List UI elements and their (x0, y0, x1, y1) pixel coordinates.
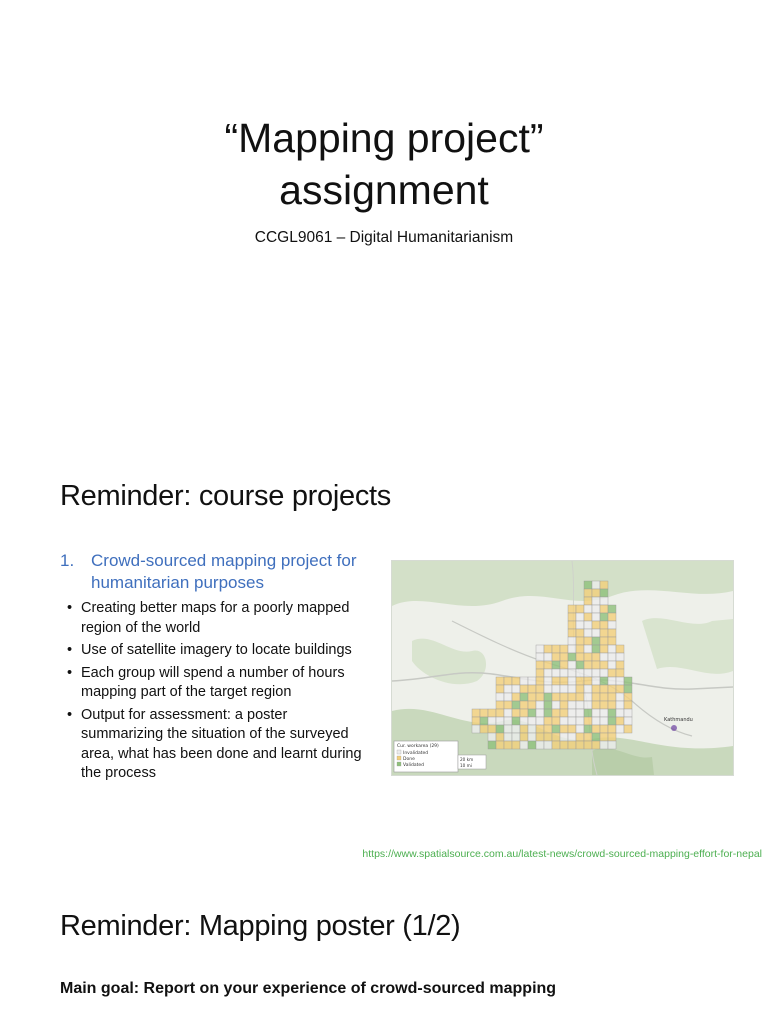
map-task-cell (520, 709, 528, 717)
map-task-cell (536, 717, 544, 725)
map-task-cell (496, 693, 504, 701)
map-task-cell (600, 701, 608, 709)
map-legend-item: Validated (403, 763, 424, 768)
bullet-text: Use of satellite imagery to locate buildings (81, 642, 352, 658)
map-task-cell (528, 717, 536, 725)
map-task-cell (504, 709, 512, 717)
map-city-label: Kathmandu (664, 717, 693, 723)
map-task-cell (624, 709, 632, 717)
map-task-cell (552, 741, 560, 749)
map-task-cell (504, 685, 512, 693)
map-task-cell (576, 653, 584, 661)
map-task-cell (584, 669, 592, 677)
map-task-cell (560, 693, 568, 701)
map-task-cell (504, 725, 512, 733)
map-task-cell (544, 653, 552, 661)
map-task-cell (616, 653, 624, 661)
map-task-cell (600, 741, 608, 749)
map-task-cell (592, 677, 600, 685)
bullet-text: Creating better maps for a poorly mapped region of the world (81, 600, 350, 636)
map-task-cell (592, 725, 600, 733)
map-task-cell (592, 597, 600, 605)
map-task-cell (488, 741, 496, 749)
map-task-cell (608, 693, 616, 701)
map-task-cell (608, 669, 616, 677)
map-task-cell (504, 741, 512, 749)
map-task-cell (520, 717, 528, 725)
map-task-cell (608, 613, 616, 621)
map-task-cell (472, 725, 480, 733)
map-task-cell (568, 677, 576, 685)
map-task-cell (592, 685, 600, 693)
map-task-cell (496, 685, 504, 693)
map-task-cell (552, 653, 560, 661)
map-task-cell (536, 733, 544, 741)
map-task-cell (592, 693, 600, 701)
map-task-cell (544, 685, 552, 693)
bullet-icon: • (67, 706, 73, 723)
map-task-cell (592, 637, 600, 645)
map-task-cell (496, 725, 504, 733)
map-task-cell (552, 669, 560, 677)
map-task-cell (544, 717, 552, 725)
map-task-cell (488, 733, 496, 741)
map-task-cell (592, 589, 600, 597)
map-scale-mi: 10 mi (460, 763, 472, 768)
map-task-cell (560, 685, 568, 693)
map-task-cell (576, 685, 584, 693)
map-task-cell (600, 653, 608, 661)
map-task-cell (592, 733, 600, 741)
map-task-cell (592, 613, 600, 621)
map-task-cell (576, 693, 584, 701)
map-task-cell (512, 677, 520, 685)
bullet-text: Each group will spend a number of hours mapping part of the target region (81, 664, 345, 700)
map-task-cell (568, 717, 576, 725)
map-task-cell (504, 733, 512, 741)
map-task-cell (568, 629, 576, 637)
map-task-cell (584, 589, 592, 597)
map-task-cell (520, 693, 528, 701)
map-task-cell (592, 709, 600, 717)
item-title: Crowd-sourced mapping project for humanitarian purposes (91, 551, 357, 592)
map-task-cell (576, 677, 584, 685)
map-task-cell (504, 677, 512, 685)
map-task-cell (568, 725, 576, 733)
map-task-cell (624, 677, 632, 685)
map-task-cell (616, 717, 624, 725)
map-task-cell (568, 621, 576, 629)
map-task-cell (504, 693, 512, 701)
slide-heading: Reminder: Mapping poster (1/2) (60, 910, 461, 942)
map-task-cell (576, 701, 584, 709)
map-task-cell (552, 717, 560, 725)
map-task-cell (488, 725, 496, 733)
map-task-cell (600, 589, 608, 597)
map-task-cell (560, 701, 568, 709)
map-task-cell (552, 701, 560, 709)
map-task-cell (544, 661, 552, 669)
map-task-cell (536, 677, 544, 685)
map-task-cell (560, 709, 568, 717)
map-task-cell (584, 645, 592, 653)
map-task-cell (504, 717, 512, 725)
map-task-cell (568, 645, 576, 653)
map-task-cell (536, 661, 544, 669)
map-task-cell (544, 733, 552, 741)
map-task-cell (624, 685, 632, 693)
course-projects-slide (0, 440, 768, 870)
map-task-cell (576, 645, 584, 653)
map-task-cell (584, 677, 592, 685)
map-task-cell (576, 709, 584, 717)
map-task-cell (496, 701, 504, 709)
map-task-cell (520, 725, 528, 733)
map-task-cell (584, 717, 592, 725)
map-task-cell (560, 661, 568, 669)
map-task-cell (608, 733, 616, 741)
map-task-cell (576, 621, 584, 629)
map-task-cell (576, 613, 584, 621)
map-task-cell (512, 685, 520, 693)
map-task-cell (568, 733, 576, 741)
map-task-cell (512, 717, 520, 725)
map-task-cell (592, 661, 600, 669)
map-task-cell (584, 653, 592, 661)
map-task-cell (616, 709, 624, 717)
map-task-cell (600, 621, 608, 629)
map-task-cell (528, 725, 536, 733)
map-task-cell (568, 613, 576, 621)
map-task-cell (576, 717, 584, 725)
map-task-cell (568, 661, 576, 669)
map-task-cell (592, 717, 600, 725)
bullet-item (67, 599, 372, 638)
map-task-cell (472, 709, 480, 717)
map-task-cell (616, 645, 624, 653)
map-task-cell (600, 685, 608, 693)
map-task-cell (584, 637, 592, 645)
map-task-cell (584, 629, 592, 637)
map-task-cell (576, 741, 584, 749)
map-scale-km: 20 km (460, 757, 474, 762)
map-task-cell (616, 677, 624, 685)
map-task-cell (560, 677, 568, 685)
map-task-cell (512, 741, 520, 749)
map-task-cell (480, 709, 488, 717)
map-task-cell (528, 693, 536, 701)
map-task-cell (552, 677, 560, 685)
map-task-cell (592, 645, 600, 653)
map-task-cell (480, 725, 488, 733)
slide-heading: Reminder: course projects (60, 480, 391, 512)
map-task-cell (584, 725, 592, 733)
map-task-cell (600, 629, 608, 637)
map-task-cell (512, 701, 520, 709)
map-task-cell (504, 701, 512, 709)
map-task-cell (568, 669, 576, 677)
map-task-cell (608, 661, 616, 669)
map-task-cell (600, 693, 608, 701)
map-task-cell (552, 661, 560, 669)
map-task-cell (592, 653, 600, 661)
map-task-cell (480, 717, 488, 725)
map-task-cell (560, 645, 568, 653)
map-task-cell (584, 685, 592, 693)
slide-title-line1: “Mapping project” (224, 115, 544, 161)
map-task-cell (624, 693, 632, 701)
bullet-text: Output for assessment: a poster summarizing the situation of the surveyed area, what has been done and learnt during the process (81, 706, 362, 781)
map-task-cell (536, 645, 544, 653)
bullet-list (67, 599, 372, 787)
map-task-cell (544, 677, 552, 685)
bullet-item (67, 664, 372, 703)
map-task-cell (592, 629, 600, 637)
map-task-cell (560, 733, 568, 741)
map-task-cell (624, 725, 632, 733)
map-task-cell (600, 613, 608, 621)
map-task-cell (624, 701, 632, 709)
map-task-cell (584, 661, 592, 669)
map-task-cell (608, 685, 616, 693)
map-task-cell (568, 637, 576, 645)
map-task-cell (552, 709, 560, 717)
map-task-cell (584, 613, 592, 621)
map-task-cell (512, 693, 520, 701)
map-task-cell (488, 717, 496, 725)
bullet-icon: • (67, 642, 73, 658)
map-task-cell (528, 741, 536, 749)
map-task-cell (496, 741, 504, 749)
map-task-cell (600, 717, 608, 725)
map-task-cell (576, 725, 584, 733)
map-task-cell (600, 597, 608, 605)
map-task-cell (608, 677, 616, 685)
bullet-item (67, 706, 372, 784)
map-task-cell (600, 709, 608, 717)
map-task-cell (616, 701, 624, 709)
map-task-cell (600, 733, 608, 741)
main-goal-text: Main goal: Report on your experience of crowd-sourced mapping (60, 980, 557, 997)
map-task-cell (488, 709, 496, 717)
map-task-cell (552, 645, 560, 653)
map-task-cell (552, 693, 560, 701)
map-task-cell (576, 637, 584, 645)
map-task-cell (536, 701, 544, 709)
map-task-cell (600, 725, 608, 733)
map-task-cell (512, 709, 520, 717)
map-task-cell (520, 677, 528, 685)
map-task-cell (544, 693, 552, 701)
map-task-cell (544, 669, 552, 677)
map-task-cell (560, 725, 568, 733)
map-task-cell (520, 701, 528, 709)
slide-title (0, 112, 768, 216)
map-task-cell (560, 717, 568, 725)
map-task-cell (528, 677, 536, 685)
map-task-cell (520, 741, 528, 749)
map-task-cell (584, 741, 592, 749)
map-task-cell (592, 701, 600, 709)
map-task-cell (568, 741, 576, 749)
map-task-cell (472, 717, 480, 725)
map-task-cell (608, 637, 616, 645)
map-task-cell (616, 669, 624, 677)
map-task-cell (608, 741, 616, 749)
map-task-cell (512, 725, 520, 733)
map-task-cell (568, 653, 576, 661)
map-task-cell (600, 677, 608, 685)
map-task-cell (528, 733, 536, 741)
map-task-cell (584, 733, 592, 741)
map-task-cell (576, 733, 584, 741)
bullet-icon: • (67, 600, 73, 616)
map-task-cell (608, 653, 616, 661)
slide-subtitle: CCGL9061 – Digital Humanitarianism (254, 229, 514, 246)
map-task-cell (560, 669, 568, 677)
map-task-cell (536, 669, 544, 677)
map-task-cell (608, 717, 616, 725)
map-task-cell (576, 669, 584, 677)
bullet-icon: • (67, 664, 73, 681)
map-task-cell (576, 605, 584, 613)
item-number: 1. (60, 551, 75, 570)
map-task-cell (544, 701, 552, 709)
slide-title-line2: assignment (279, 167, 489, 213)
map-task-cell (544, 725, 552, 733)
map-task-cell (520, 685, 528, 693)
map-task-cell (560, 741, 568, 749)
map-task-cell (616, 685, 624, 693)
map-task-cell (568, 685, 576, 693)
map-task-cell (608, 645, 616, 653)
map-task-cell (576, 629, 584, 637)
map-task-cell (568, 709, 576, 717)
map-task-cell (584, 701, 592, 709)
source-link[interactable]: https://www.spatialsource.com.au/latest-news/crowd-sourced-mapping-effort-for-nepal (362, 848, 762, 860)
map-task-cell (616, 725, 624, 733)
map-task-cell (520, 733, 528, 741)
map-task-cell (600, 661, 608, 669)
mapping-poster-slide (0, 880, 768, 1024)
title-slide (0, 0, 768, 440)
map-task-cell (496, 717, 504, 725)
map-task-cell (496, 677, 504, 685)
map-task-cell (536, 741, 544, 749)
map-task-cell (600, 637, 608, 645)
map-task-cell (608, 709, 616, 717)
map-task-cell (592, 621, 600, 629)
map-task-cell (528, 701, 536, 709)
map-task-cell (600, 669, 608, 677)
map-task-cell (544, 741, 552, 749)
map-task-cell (616, 661, 624, 669)
map-task-cell (544, 645, 552, 653)
map-task-cell (584, 693, 592, 701)
map-task-cell (568, 701, 576, 709)
map-task-cell (600, 605, 608, 613)
map-image (391, 560, 734, 776)
map-task-cell (600, 581, 608, 589)
map-task-cell (592, 581, 600, 589)
map-task-cell (560, 653, 568, 661)
map-task-cell (576, 661, 584, 669)
map-task-cell (512, 733, 520, 741)
map-task-cell (536, 653, 544, 661)
map-task-cell (608, 621, 616, 629)
map-task-cell (552, 725, 560, 733)
map-task-cell (608, 701, 616, 709)
map-task-cell (552, 733, 560, 741)
map-task-cell (568, 693, 576, 701)
map-task-cell (608, 605, 616, 613)
map-task-cell (592, 605, 600, 613)
map-task-cell (584, 621, 592, 629)
map-task-cell (536, 725, 544, 733)
map-task-cell (608, 629, 616, 637)
map-task-cell (584, 597, 592, 605)
map-task-cell (616, 693, 624, 701)
map-task-cell (496, 733, 504, 741)
bullet-item (67, 641, 372, 661)
map-task-cell (544, 709, 552, 717)
map-task-cell (536, 709, 544, 717)
map-task-cell (584, 581, 592, 589)
map-task-cell (584, 605, 592, 613)
map-task-cell (592, 669, 600, 677)
map-task-cell (584, 709, 592, 717)
map-task-cell (568, 605, 576, 613)
map-task-cell (552, 685, 560, 693)
map-task-cell (608, 725, 616, 733)
map-legend-item: Invalidated (403, 751, 429, 756)
map-legend-item: Done (403, 757, 415, 762)
map-task-cell (528, 685, 536, 693)
map-task-cell (536, 693, 544, 701)
map-task-cell (536, 685, 544, 693)
map-task-cell (600, 645, 608, 653)
map-legend-title: Cur. workarea (29) (397, 744, 439, 749)
map-task-cell (592, 741, 600, 749)
map-task-cell (496, 709, 504, 717)
map-task-cell (528, 709, 536, 717)
map-task-cell (624, 717, 632, 725)
